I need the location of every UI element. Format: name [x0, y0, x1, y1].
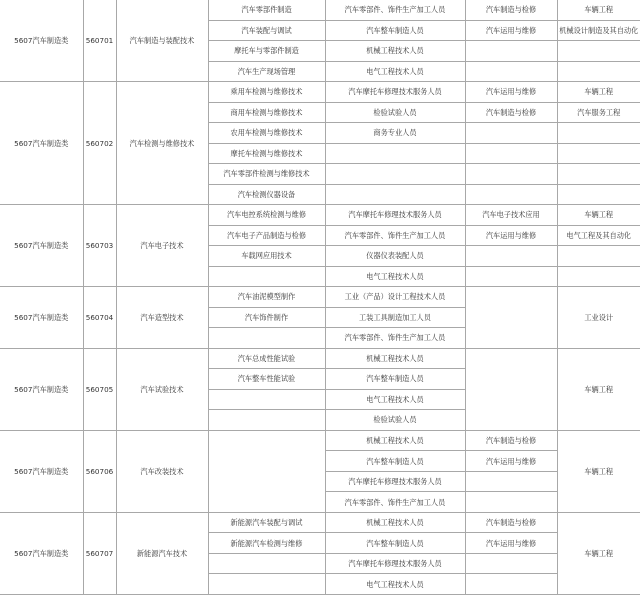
- occupation-cell: 电气工程技术人员: [325, 61, 465, 82]
- occupation-cell: 汽车整车制造人员: [325, 369, 465, 390]
- undergraduate-cell: 车辆工程: [557, 512, 640, 594]
- occupation-cell: 汽车摩托车修理技术服务人员: [325, 553, 465, 574]
- undergraduate-cell: [557, 164, 640, 185]
- higher-vocational-cell: 汽车制造与检修: [465, 0, 557, 20]
- higher-vocational-cell: [465, 246, 557, 267]
- occupation-cell: 机械工程技术人员: [325, 430, 465, 451]
- higher-vocational-cell: 汽车运用与维修: [465, 451, 557, 472]
- direction-cell: [208, 389, 325, 410]
- occupation-cell: 仪器仪表装配人员: [325, 246, 465, 267]
- direction-cell: [208, 266, 325, 287]
- direction-cell: 汽车零部件检测与维修技术: [208, 164, 325, 185]
- major-name-cell: 新能源汽车技术: [116, 512, 208, 594]
- category-cell: 5607汽车制造类: [0, 0, 83, 82]
- table-row: [0, 205, 640, 226]
- higher-vocational-cell: 汽车制造与检修: [465, 430, 557, 451]
- direction-cell: 汽车装配与调试: [208, 20, 325, 41]
- major-code-cell: 560703: [83, 205, 116, 287]
- undergraduate-cell: 电气工程及其自动化: [557, 225, 640, 246]
- higher-vocational-cell: [465, 266, 557, 287]
- table-row: [0, 0, 640, 20]
- occupation-cell: 汽车摩托车修理技术服务人员: [325, 82, 465, 103]
- undergraduate-cell: 车辆工程: [557, 82, 640, 103]
- occupation-cell: 电气工程技术人员: [325, 266, 465, 287]
- major-code-cell: 560701: [83, 0, 116, 82]
- undergraduate-cell: [557, 61, 640, 82]
- higher-vocational-cell: [465, 574, 557, 595]
- major-name-cell: 汽车造型技术: [116, 287, 208, 349]
- occupation-cell: 汽车零部件、饰件生产加工人员: [325, 225, 465, 246]
- occupation-cell: 电气工程技术人员: [325, 389, 465, 410]
- major-code-cell: 560707: [83, 512, 116, 594]
- occupation-cell: 汽车零部件、饰件生产加工人员: [325, 0, 465, 20]
- direction-cell: 乘用车检测与维修技术: [208, 82, 325, 103]
- direction-cell: 新能源汽车检测与维修: [208, 533, 325, 554]
- direction-cell: 汽车生产现场管理: [208, 61, 325, 82]
- table-row: [0, 82, 640, 103]
- undergraduate-cell: [557, 246, 640, 267]
- category-cell: 5607汽车制造类: [0, 348, 83, 430]
- occupation-cell: 汽车整车制造人员: [325, 451, 465, 472]
- direction-cell: 汽车电控系统检测与维修: [208, 205, 325, 226]
- occupation-cell: 机械工程技术人员: [325, 348, 465, 369]
- direction-cell: 汽车电子产品制造与检修: [208, 225, 325, 246]
- undergraduate-cell: [557, 266, 640, 287]
- category-cell: 5607汽车制造类: [0, 82, 83, 205]
- direction-cell: 车载网应用技术: [208, 246, 325, 267]
- higher-vocational-cell: 汽车运用与维修: [465, 20, 557, 41]
- higher-vocational-cell: 汽车制造与检修: [465, 512, 557, 533]
- occupation-cell: 汽车整车制造人员: [325, 533, 465, 554]
- higher-vocational-cell: 汽车运用与维修: [465, 225, 557, 246]
- occupation-cell: 工业（产品）设计工程技术人员: [325, 287, 465, 308]
- major-name-cell: 汽车试验技术: [116, 348, 208, 430]
- direction-cell: [208, 553, 325, 574]
- undergraduate-cell: [557, 184, 640, 205]
- higher-vocational-cell: [465, 553, 557, 574]
- occupation-cell: [325, 164, 465, 185]
- major-code-cell: 560702: [83, 82, 116, 205]
- undergraduate-cell: 车辆工程: [557, 0, 640, 20]
- occupation-cell: [325, 143, 465, 164]
- higher-vocational-cell: 汽车运用与维修: [465, 82, 557, 103]
- major-name-cell: 汽车电子技术: [116, 205, 208, 287]
- undergraduate-cell: [557, 41, 640, 62]
- direction-cell: [208, 430, 325, 512]
- direction-cell: 摩托车与零部件制造: [208, 41, 325, 62]
- occupation-cell: 汽车摩托车修理技术服务人员: [325, 471, 465, 492]
- direction-cell: 汽车饰件制作: [208, 307, 325, 328]
- direction-cell: [208, 574, 325, 595]
- occupation-cell: 工装工具制造加工人员: [325, 307, 465, 328]
- category-cell: 5607汽车制造类: [0, 205, 83, 287]
- occupation-cell: 检验试验人员: [325, 102, 465, 123]
- higher-vocational-cell: 汽车制造与检修: [465, 102, 557, 123]
- occupation-cell: 汽车摩托车修理技术服务人员: [325, 205, 465, 226]
- direction-cell: 汽车检测仪器设备: [208, 184, 325, 205]
- table-row: [0, 430, 640, 451]
- higher-vocational-cell: [465, 492, 557, 513]
- higher-vocational-cell: [465, 184, 557, 205]
- higher-vocational-cell: [465, 143, 557, 164]
- major-name-cell: 汽车制造与装配技术: [116, 0, 208, 82]
- higher-vocational-cell: 汽车电子技术应用: [465, 205, 557, 226]
- occupation-cell: 汽车零部件、饰件生产加工人员: [325, 492, 465, 513]
- undergraduate-cell: 汽车服务工程: [557, 102, 640, 123]
- occupation-cell: 检验试验人员: [325, 410, 465, 431]
- major-code-cell: 560705: [83, 348, 116, 430]
- higher-vocational-cell: 汽车运用与维修: [465, 533, 557, 554]
- major-code-cell: 560704: [83, 287, 116, 349]
- table-row: [0, 287, 640, 308]
- occupation-cell: 汽车整车制造人员: [325, 20, 465, 41]
- occupation-cell: [325, 184, 465, 205]
- major-name-cell: 汽车检测与维修技术: [116, 82, 208, 205]
- occupation-cell: 汽车零部件、饰件生产加工人员: [325, 328, 465, 349]
- occupation-cell: 电气工程技术人员: [325, 574, 465, 595]
- category-cell: 5607汽车制造类: [0, 287, 83, 349]
- higher-vocational-cell: [465, 471, 557, 492]
- direction-cell: 汽车零部件制造: [208, 0, 325, 20]
- direction-cell: 汽车总成性能试验: [208, 348, 325, 369]
- table-row: [0, 512, 640, 533]
- higher-vocational-cell: [465, 61, 557, 82]
- higher-vocational-cell: [465, 348, 557, 430]
- direction-cell: 商用车检测与维修技术: [208, 102, 325, 123]
- category-cell: 5607汽车制造类: [0, 430, 83, 512]
- direction-cell: 汽车油泥模型制作: [208, 287, 325, 308]
- direction-cell: [208, 410, 325, 431]
- undergraduate-cell: 车辆工程: [557, 430, 640, 512]
- major-code-cell: 560706: [83, 430, 116, 512]
- direction-cell: [208, 328, 325, 349]
- higher-vocational-cell: [465, 123, 557, 144]
- table-row: [0, 348, 640, 369]
- undergraduate-cell: [557, 123, 640, 144]
- category-cell: 5607汽车制造类: [0, 512, 83, 594]
- direction-cell: 汽车整车性能试验: [208, 369, 325, 390]
- undergraduate-cell: 车辆工程: [557, 205, 640, 226]
- direction-cell: 农用车检测与维修技术: [208, 123, 325, 144]
- higher-vocational-cell: [465, 164, 557, 185]
- occupation-cell: 机械工程技术人员: [325, 41, 465, 62]
- undergraduate-cell: 车辆工程: [557, 348, 640, 430]
- higher-vocational-cell: [465, 287, 557, 349]
- direction-cell: 摩托车检测与维修技术: [208, 143, 325, 164]
- undergraduate-cell: [557, 143, 640, 164]
- direction-cell: 新能源汽车装配与调试: [208, 512, 325, 533]
- undergraduate-cell: 机械设计制造及其自动化: [557, 20, 640, 41]
- occupation-cell: 机械工程技术人员: [325, 512, 465, 533]
- undergraduate-cell: 工业设计: [557, 287, 640, 349]
- higher-vocational-cell: [465, 41, 557, 62]
- major-name-cell: 汽车改装技术: [116, 430, 208, 512]
- occupation-cell: 商务专业人员: [325, 123, 465, 144]
